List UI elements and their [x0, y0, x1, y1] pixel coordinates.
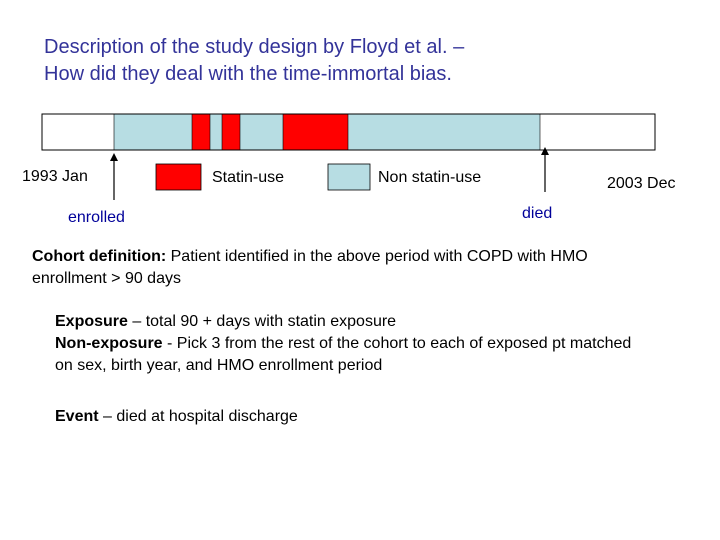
title-line-2: How did they deal with the time-immortal bias. [44, 63, 452, 85]
died-label: died [522, 205, 553, 222]
event-definition [55, 406, 298, 428]
statin-use-period-1 [192, 114, 210, 150]
event-text: – died at hospital discharge [98, 408, 298, 425]
legend-statin-swatch [156, 164, 201, 190]
end-date-label: 2003 Dec [607, 175, 676, 192]
exposure-heading: Exposure [55, 313, 128, 330]
non-exposure-heading: Non-exposure [55, 335, 163, 352]
non-exposure-text-2: on sex, birth year, and HMO enrollment period [55, 357, 383, 374]
event-heading: Event [55, 408, 99, 425]
title-line-1: Description of the study design by Floyd et al. – [44, 36, 465, 58]
cohort-heading: Cohort definition: [32, 248, 167, 265]
cohort-text-2: enrollment > 90 days [32, 270, 181, 287]
enrolled-arrow-head [110, 153, 118, 161]
enrolled-label: enrolled [68, 209, 125, 226]
statin-use-period-3 [283, 114, 348, 150]
exposure-definitions [55, 311, 631, 377]
legend-non-statin-label: Non statin-use [378, 169, 482, 186]
exposure-text: – total 90 + days with statin exposure [127, 313, 397, 330]
pre-enrollment-segment [42, 114, 114, 150]
legend-non-statin-swatch [328, 164, 370, 190]
statin-use-period-2 [222, 114, 240, 150]
start-date-label: 1993 Jan [22, 168, 88, 185]
cohort-definition [32, 246, 588, 290]
cohort-text-1: Patient identified in the above period with COPD with HMO [166, 248, 588, 265]
legend-statin-label: Statin-use [212, 169, 285, 186]
non-exposure-text-1: - Pick 3 from the rest of the cohort to each of exposed pt matched [162, 335, 632, 352]
post-death-segment [540, 114, 655, 150]
